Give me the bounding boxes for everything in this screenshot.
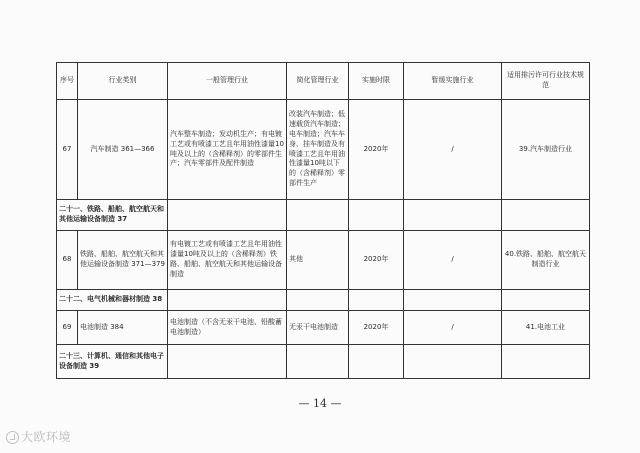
header-general: 一般管理行业 (168, 63, 287, 100)
row-number: 68 (57, 231, 78, 290)
watermark-logo-icon (6, 431, 19, 444)
header-time: 实施时限 (349, 63, 404, 100)
row-general: 有电镀工艺或有喷漆工艺且年用油性漆量10吨及以上的（含稀释剂）铁路、船舶、航空航天和其他运输设备制造 (168, 231, 287, 290)
table-row (57, 231, 590, 290)
row-time: 2020年 (349, 100, 404, 200)
row-category: 铁路、船舶、航空航天和其他运输设备制造 371—379 (78, 231, 168, 290)
section-row (57, 200, 590, 231)
row-simplified: 无汞干电池制造 (287, 311, 349, 345)
header-simplified: 简化管理行业 (287, 63, 349, 100)
row-deferred: / (404, 231, 502, 290)
row-general: 电池制造（不含无汞干电池、铅酸蓄电池制造） (168, 311, 287, 345)
row-number: 67 (57, 100, 78, 200)
row-time: 2020年 (349, 311, 404, 345)
row-spec: 39.汽车制造行业 (502, 100, 590, 200)
header-spec: 适用排污许可行业技术规范 (502, 63, 590, 100)
row-general: 汽车整车制造；发动机生产；有电镀工艺或有喷漆工艺且年用油性漆量10吨及以上的（含稀释剂）的零部件生产；汽车零部件及配件制造 (168, 100, 287, 200)
watermark-text: 大欧环境 (21, 430, 72, 444)
section-row (57, 345, 590, 379)
industry-classification-table (56, 62, 590, 379)
page-number: — 14 — (298, 397, 342, 410)
row-simplified: 改装汽车制造；低速载货汽车制造；电车制造；汽车车身、挂车制造及有喷漆工艺且年用油性漆量10吨以下的（含稀释剂）零部件生产 (287, 100, 349, 200)
table-row (57, 311, 590, 345)
row-simplified: 其他 (287, 231, 349, 290)
section-title: 二十三、计算机、通信和其他电子设备制造 39 (57, 345, 168, 379)
watermark (6, 428, 71, 445)
table-header-row (57, 63, 590, 100)
row-deferred: / (404, 100, 502, 200)
section-row (57, 290, 590, 311)
row-spec: 40.铁路、船舶、航空航天制造行业 (502, 231, 590, 290)
row-spec: 41.电池工业 (502, 311, 590, 345)
header-no: 序号 (57, 63, 78, 100)
row-time: 2020年 (349, 231, 404, 290)
section-title: 二十二、电气机械和器材制造 38 (57, 290, 168, 311)
row-deferred: / (404, 311, 502, 345)
row-category: 电池制造 384 (78, 311, 168, 345)
header-category: 行业类别 (78, 63, 168, 100)
header-deferred: 暂缓实施行业 (404, 63, 502, 100)
section-title: 二十一、铁路、船舶、航空航天和其他运输设备制造 37 (57, 200, 168, 231)
row-number: 69 (57, 311, 78, 345)
table-row (57, 100, 590, 200)
row-category: 汽车制造 361—366 (78, 100, 168, 200)
